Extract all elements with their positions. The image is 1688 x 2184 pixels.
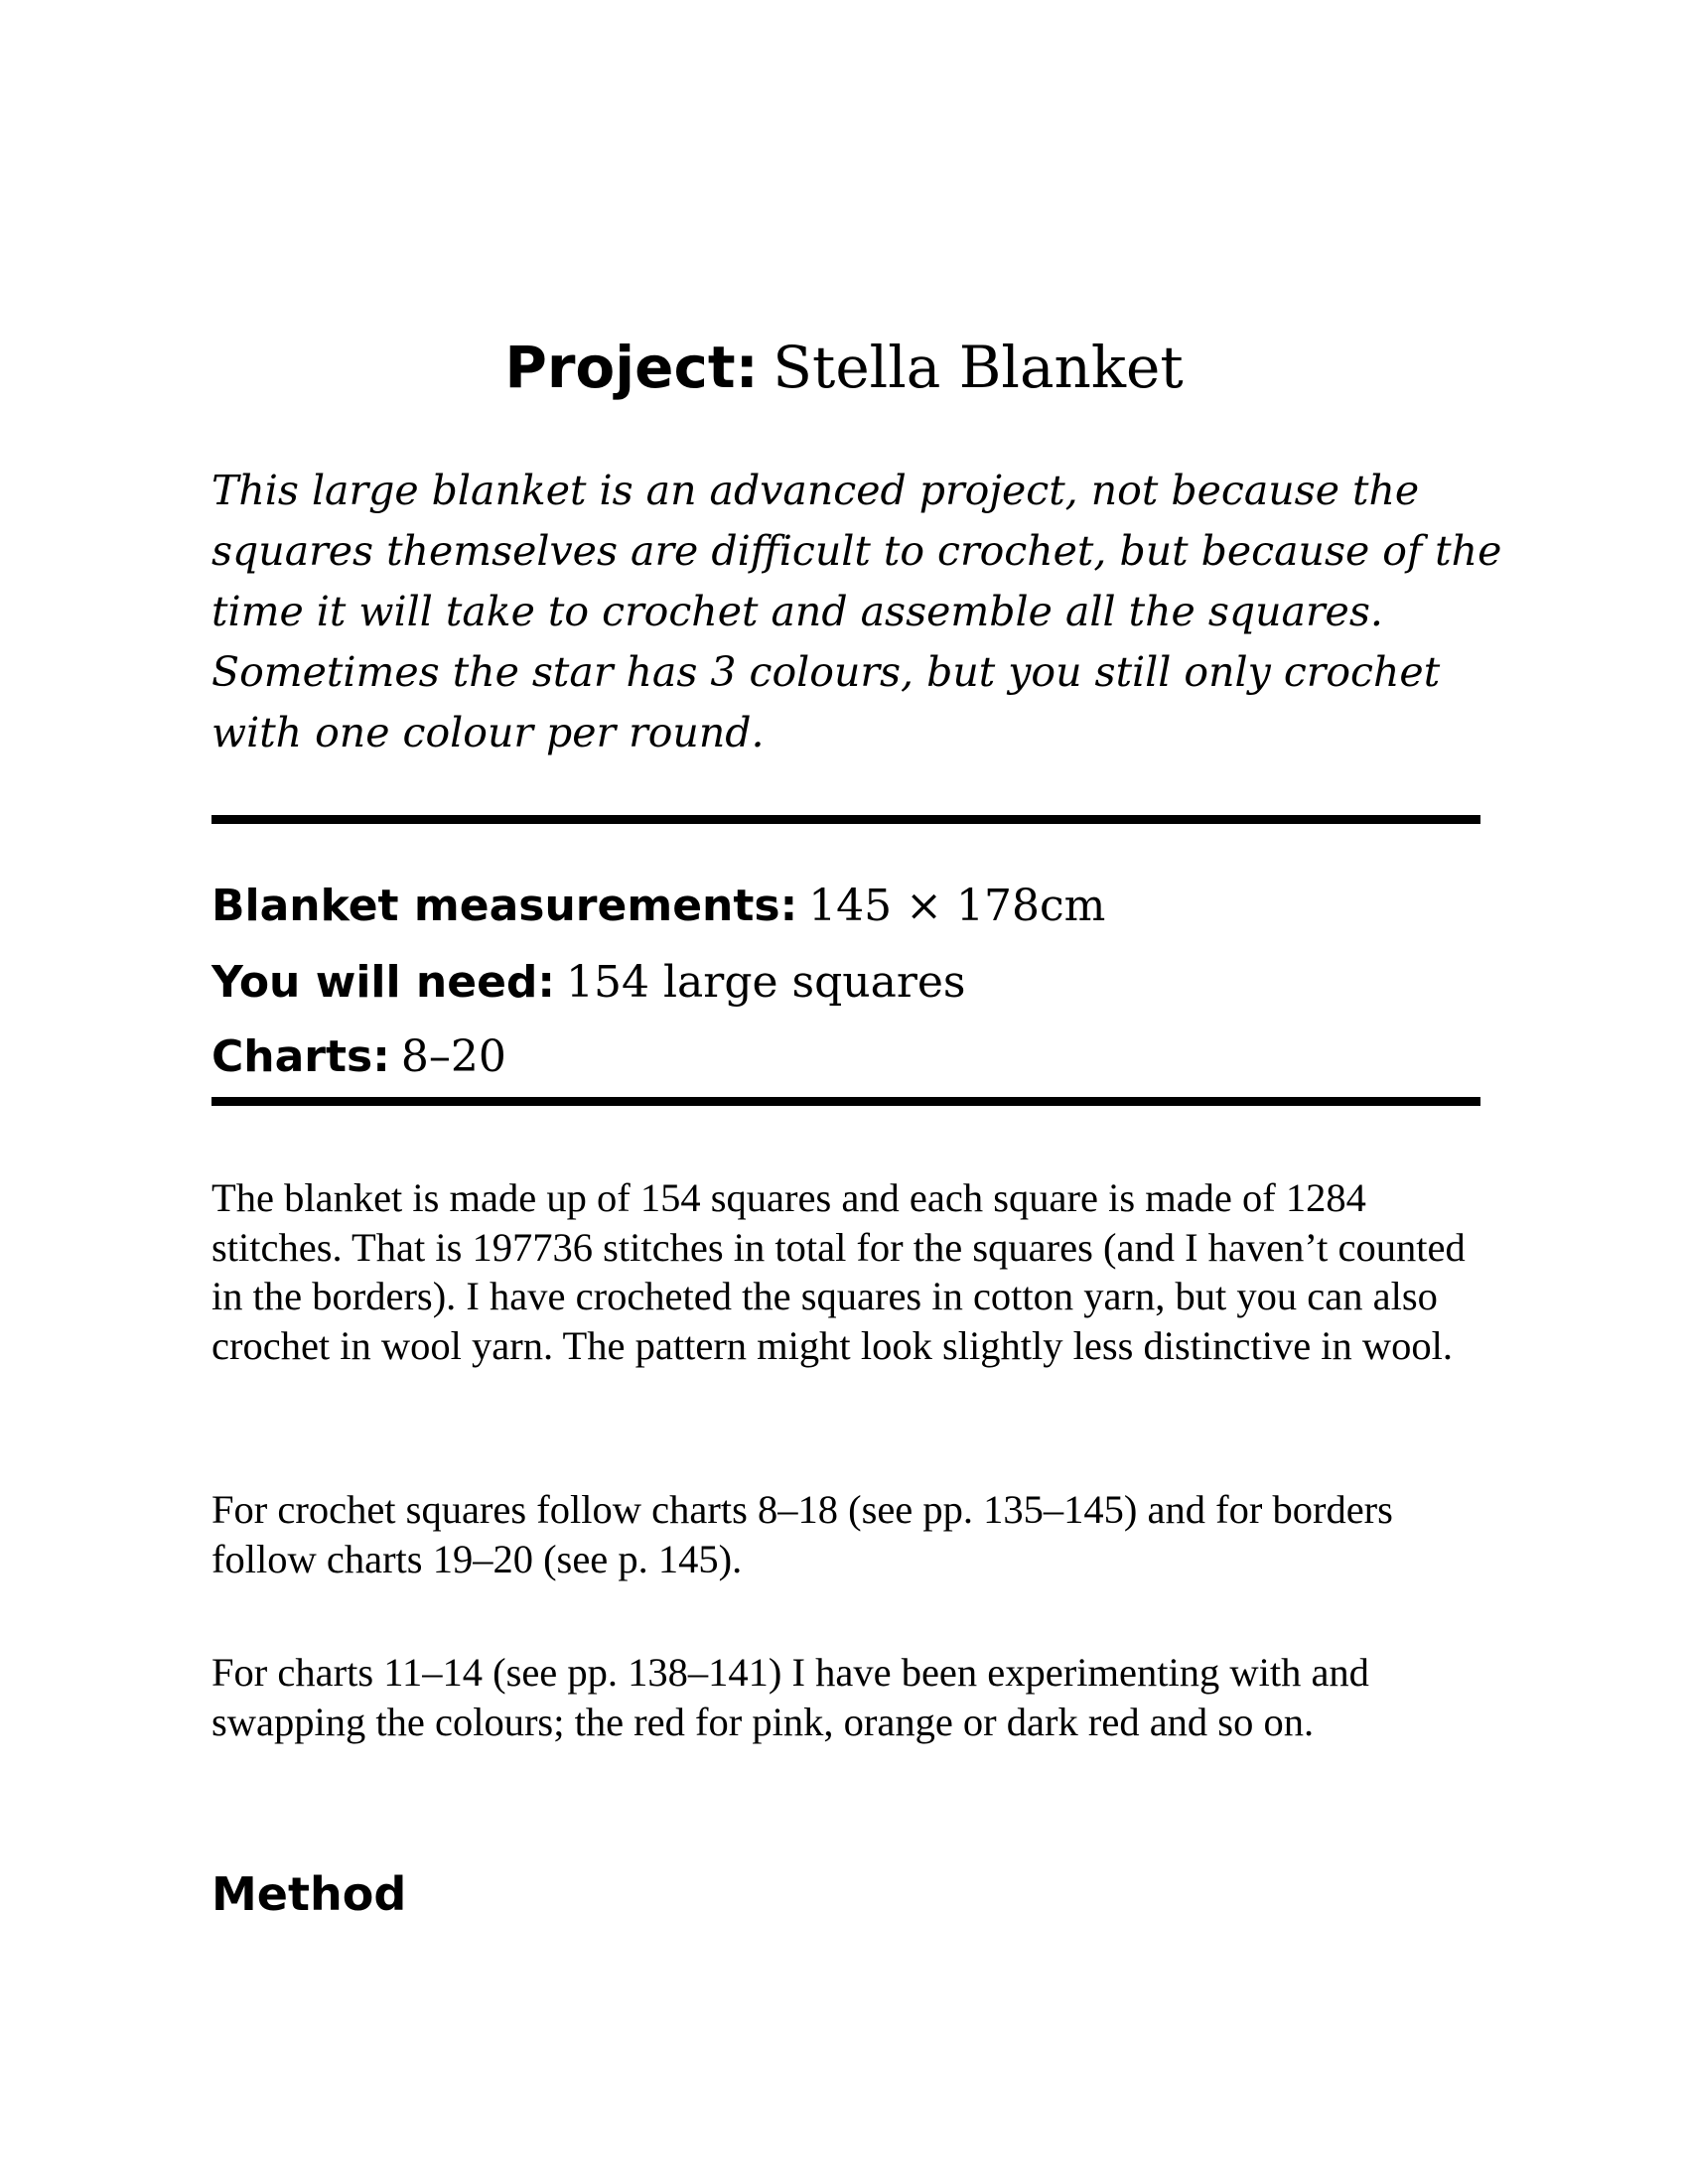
spec-need-label: You will need: — [211, 957, 556, 1008]
page-title — [0, 333, 1688, 403]
spec-measurements-label: Blanket measurements: — [211, 881, 798, 931]
spec-measurements — [211, 877, 1480, 936]
spec-measurements-value: 145 × 178cm — [808, 881, 1106, 931]
body-paragraph-charts: For crochet squares follow charts 8–18 (see pp. 135–145) and for borders follow charts 19–20 (see p. 145). — [211, 1487, 1393, 1581]
spec-need-value: 154 large squares — [566, 957, 966, 1008]
spec-charts-value: 8–20 — [400, 1031, 506, 1082]
divider-bottom — [211, 1097, 1480, 1106]
body-paragraph-colours: For charts 11–14 (see pp. 138–141) I have been experimenting with and swapping the colours; the red for pink, orange or dark red and so on. — [211, 1650, 1369, 1744]
method-heading: Method — [211, 1867, 407, 1921]
body-paragraph-stitches: The blanket is made up of 154 squares and each square is made of 1284 stitches. That is 197736 stitches in total for the squares (and I haven’t counted in the borders). I have crocheted the squares in cotton yarn, but you can also crochet in wool yarn. The pattern might look slightly less distinctive in wool. — [211, 1175, 1466, 1368]
spec-charts-label: Charts: — [211, 1031, 390, 1082]
spec-charts — [211, 1027, 1480, 1087]
divider-top — [211, 815, 1480, 824]
project-label: Project: — [504, 334, 759, 401]
spec-need — [211, 953, 1480, 1013]
intro-paragraph: This large blanket is an advanced project, not because the squares themselves are difficult to crochet, but because of the time it will take to crochet and assemble all the squares. Sometimes the star has 3 colours, but you still only crochet with one colour per round. — [211, 467, 1502, 756]
project-name: Stella Blanket — [773, 334, 1184, 401]
